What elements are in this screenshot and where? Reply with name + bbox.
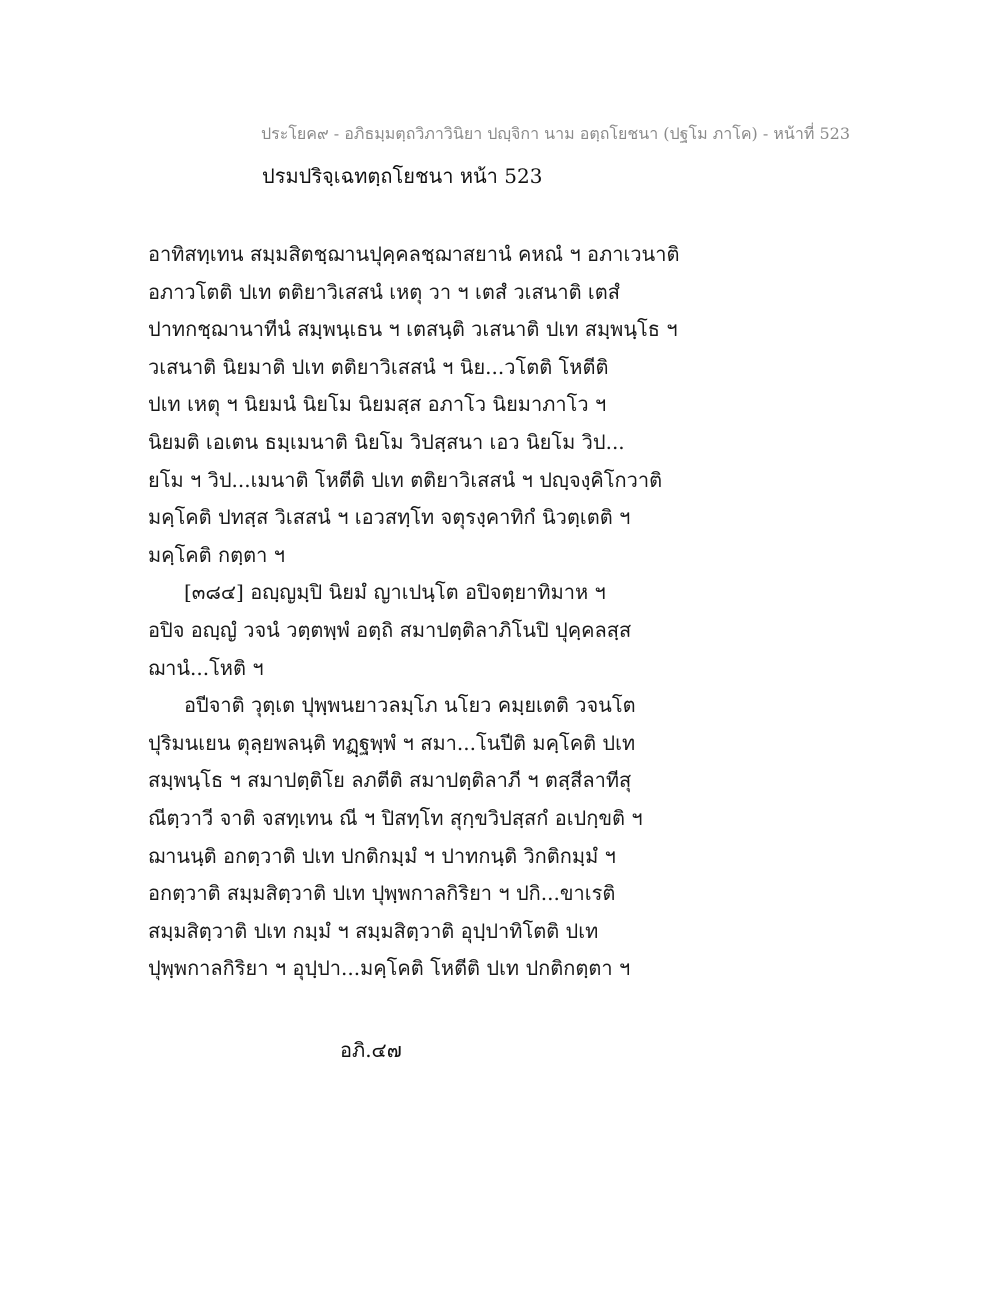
paragraph-start-line: [๓๘๔] อญฺญมฺปิ นิยมํ ญาเปนฺโต อปิจตฺยาทิมาห ฯ — [184, 580, 606, 605]
text-line: อาทิสทฺเทน สมฺมสิตชฺฌานปุคฺคลชฺฌาสยานํ คหณํ ฯ อภาเวนาติ — [148, 242, 680, 266]
text-line: อกตฺวาติ สมฺมสิตฺวาติ ปเท ปุพฺพกาลกิริยา ฯ ปกิ...ขาเรติ — [148, 881, 616, 906]
text-line: อปิจ อญฺญํ วจนํ วตฺตพฺพํ อตฺถิ สมาปตฺติลาภิโนปิ ปุคฺคลสฺส — [148, 617, 632, 642]
text-line: ฌานนฺติ อกตฺวาติ ปเท ปกติกมฺมํ ฯ ปาทกนฺติ วิกติกมฺมํ ฯ — [148, 843, 616, 868]
body-text — [148, 236, 868, 988]
footer-label: อภิ.๔๗ — [340, 1038, 402, 1062]
running-header: ประโยค๙ - อภิธมฺมตฺถวิภาวินิยา ปญฺจิกา นาม อตฺถโยชนา (ปฐโม ภาโค) - หน้าที่ 523 — [260, 124, 850, 143]
text-line: วเสนาติ นิยมาติ ปเท ตติยาวิเสสนํ ฯ นิย...วโตติ โหตีติ — [148, 354, 609, 379]
page-title: ปรมปริจฺเฉทตฺถโยชนา หน้า 523 — [262, 164, 543, 188]
text-line: ปุริมนเยน ตุลฺยพลนฺติ ทฏฺฐพฺพํ ฯ สมา...โนปีติ มคฺโคติ ปเท — [148, 730, 636, 755]
text-line: ณีตฺวาวี จาติ จสทฺเทน ณี ฯ ปิสทฺโท สุกฺขวิปสฺสกํ อเปกฺขติ ฯ — [148, 805, 643, 830]
text-line: ยโม ฯ วิป...เมนาติ โหตีติ ปเท ตติยาวิเสสนํ ฯ ปญฺจงฺคิโกวาติ — [148, 467, 663, 492]
text-line: ปเท เหตุ ฯ นิยมนํ นิยโม นิยมสฺส อภาโว นิยมาภาโว ฯ — [148, 392, 607, 417]
text-line: สมฺมสิตฺวาติ ปเท กมฺมํ ฯ สมฺมสิตฺวาติ อุปฺปาทิโตติ ปเท — [148, 918, 599, 943]
text-line: ฌานํ...โหติ ฯ — [148, 655, 264, 680]
text-line: นิยมติ เอเตน ธมฺเมนาติ นิยโม วิปสฺสนา เอว นิยโม วิป... — [148, 429, 625, 454]
text-line: อภาวโตติ ปเท ตติยาวิเสสนํ เหตุ วา ฯ เตสํ วเสนาติ เตสํ — [148, 279, 620, 304]
paragraph-start-line: อปีจาติ วุตฺเต ปุพฺพนยาวลมฺโภ นโยว คมฺยเตติ วจนโต — [184, 693, 636, 718]
text-line: ปาทกชฺฌานาทีนํ สมฺพนฺเธน ฯ เตสนฺติ วเสนาติ ปเท สมฺพนฺโธ ฯ — [148, 317, 678, 342]
text-line: สมฺพนฺโธ ฯ สมาปตฺติโย ลภตีติ สมาปตฺติลาภี ฯ ตสฺสีลาทีสุ — [148, 768, 632, 793]
text-line: มคฺโคติ ปทสฺส วิเสสนํ ฯ เอวสทฺโท จตุรงฺคาทิกํ นิวตฺเตติ ฯ — [148, 505, 631, 530]
text-line: มคฺโคติ กตฺตา ฯ — [148, 542, 285, 567]
text-line: ปุพฺพกาลกิริยา ฯ อุปฺปา...มคฺโคติ โหตีติ ปเท ปกติกตฺตา ฯ — [148, 956, 631, 981]
